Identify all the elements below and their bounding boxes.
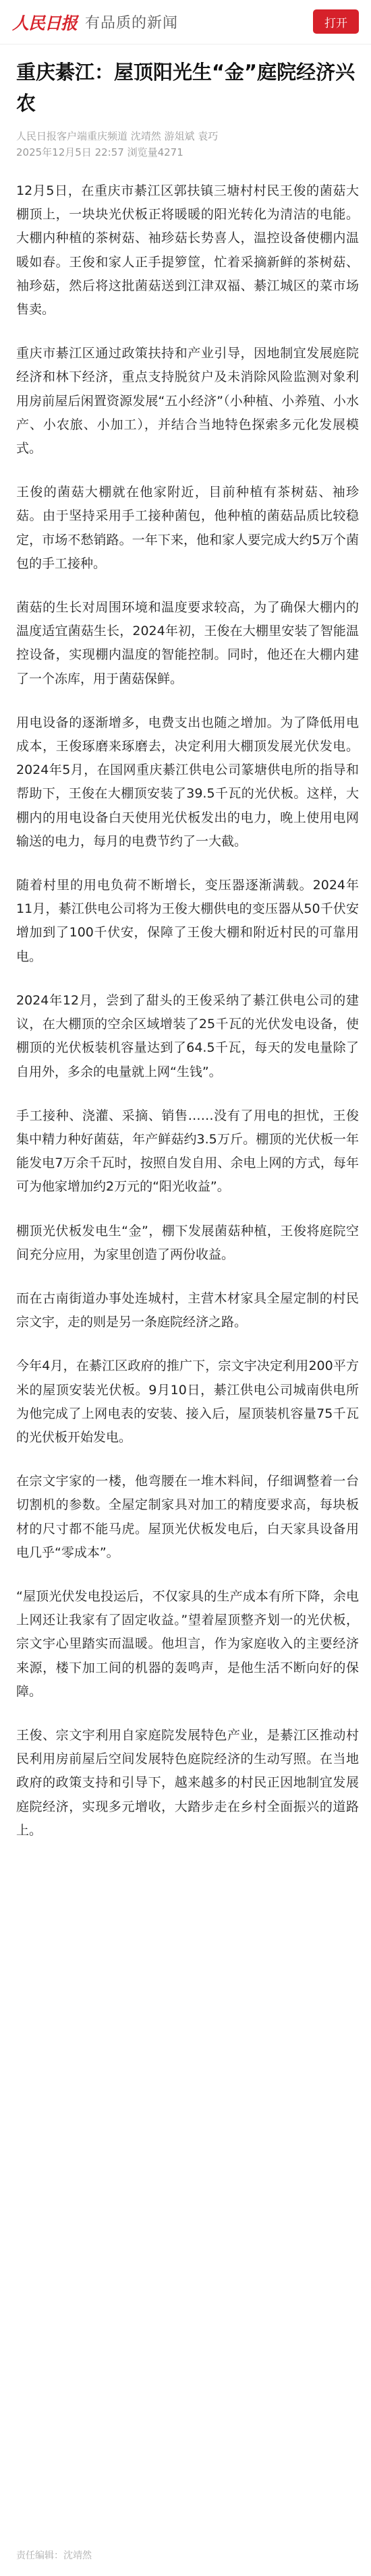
open-app-button[interactable]: 打开	[313, 9, 359, 34]
article-paragraph: 菌菇的生长对周围环境和温度要求较高，为了确保大棚内的温度适宜菌菇生长，2024年初，王俊在大棚里安装了智能温控设备，实现棚内温度的智能控制。同时，他还在大棚内建了一个冻库，用于菌菇保鲜。	[16, 600, 359, 686]
article-paragraph: 王俊的菌菇大棚就在他家附近，目前种植有茶树菇、袖珍菇。由于坚持采用手工接种菌包，他种植的菌菇品质比较稳定，市场不愁销路。一年下来，他和家人要完成大约5万个菌包的手工接种。	[16, 485, 359, 571]
header-slogan: 有品质的新闻	[85, 15, 179, 32]
article-paragraph: 随着村里的用电负荷不断增长，变压器逐渐满载。2024年11月，綦江供电公司将为王俊大棚供电的变压器从50千伏安增加到了100千伏安，保障了王俊大棚和附近村民的可靠用电。	[16, 878, 359, 964]
article-paragraph: “屋顶光伏发电投运后，不仅家具的生产成本有所下降，余电上网还让我家有了固定收益。”望着屋顶整齐划一的光伏板，宗文宇心里踏实而温暖。他坦言，作为家庭收入的主要经济来源，楼下加工间的机器的轰鸣声，是他生活不断向好的保障。	[16, 1588, 359, 1699]
people-daily-logo: 人民日报	[12, 13, 78, 33]
app-header	[0, 0, 371, 44]
article-source: 人民日报客户端重庆频道 沈靖然 游俎斌 袁巧	[16, 130, 219, 142]
article-paragraph: 今年4月，在綦江区政府的推广下，宗文宇决定利用200平方米的屋顶安装光伏板。9月10日，綦江供电公司城南供电所为他完成了上网电表的安装、接入后，屋顶装机容量75千瓦的光伏板开始发电。	[16, 1358, 359, 1445]
article-paragraph: 手工接种、浇灌、采摘、销售……没有了用电的担忧，王俊集中精力种好菌菇，年产鲜菇约3.5万斤。棚顶的光伏板一年能发电7万余千瓦时，按照自发自用、余电上网的方式，每年可为他家增加约2万元的“阳光收益”。	[16, 1108, 359, 1195]
article-paragraph: 2024年12月，尝到了甜头的王俊采纳了綦江供电公司的建议，在大棚顶的空余区域增装了25千瓦的光伏发电设备，使棚顶的光伏板装机容量达到了64.5千瓦，每天的发电量除了自用外，多余的电量就上网“生钱”。	[16, 992, 359, 1079]
article-paragraph: 而在古南街道办事处连城村，主营木材家具全屋定制的村民宗文宇，走的则是另一条庭院经济之路。	[16, 1290, 359, 1330]
article-paragraph: 12月5日，在重庆市綦江区郭扶镇三塘村村民王俊的菌菇大棚顶上，一块块光伏板正将暖暖的阳光转化为清洁的电能。大棚内种植的茶树菇、袖珍菇长势喜人，温控设备使棚内温暖如春。王俊和家人正手提箩筐，忙着采摘新鲜的茶树菇、袖珍菇，然后将这批菌菇送到江津双福、綦江城区的菜市场售卖。	[16, 183, 359, 318]
responsible-editor: 责任编辑：沈靖然	[16, 2550, 92, 2561]
article-paragraph: 王俊、宗文宇利用自家庭院发展特色产业，是綦江区推动村民利用房前屋后空间发展特色庭院经济的生动写照。在当地政府的政策支持和引导下，越来越多的村民正因地制宜发展庭院经济，实现多元增收，大踏步走在乡村全面振兴的道路上。	[16, 1727, 359, 1838]
article-paragraph: 在宗文宇家的一楼，他弯腰在一堆木料间，仔细调整着一台切割机的参数。全屋定制家具对加工的精度要求高，每块板材的尺寸都不能马虎。屋顶光伏板发电后，白天家具设备用电几乎“零成本”。	[16, 1474, 359, 1560]
article-body	[16, 179, 359, 1843]
article	[16, 57, 359, 1863]
article-meta	[16, 128, 359, 160]
article-paragraph: 用电设备的逐渐增多，电费支出也随之增加。为了降低用电成本，王俊琢磨来琢磨去，决定利用大棚顶发展光伏发电。2024年5月，在国网重庆綦江供电公司篆塘供电所的指导和帮助下，王俊在大棚顶安装了39.5千瓦的光伏板。这样，大棚内的用电设备白天使用光伏板发出的电力，晚上使用电网输送的电力，每月的电费节约了一大截。	[16, 715, 359, 849]
article-datetime-views: 2025年12月5日 22:57 浏览量4271	[16, 146, 183, 158]
article-paragraph: 棚顶光伏板发电生“金”，棚下发展菌菇种植，王俊将庭院空间充分应用，为家里创造了两份收益。	[16, 1223, 359, 1262]
article-title: 重庆綦江：屋顶阳光生“金”庭院经济兴农	[16, 61, 355, 115]
article-paragraph: 重庆市綦江区通过政策扶持和产业引导，因地制宜发展庭院经济和林下经济，重点支持脱贫户及未消除风险监测对象利用房前屋后闲置资源发展“五小经济”（小种植、小养殖、小水产、小农旅、小加工），并结合当地特色探索多元化发展模式。	[16, 346, 359, 456]
